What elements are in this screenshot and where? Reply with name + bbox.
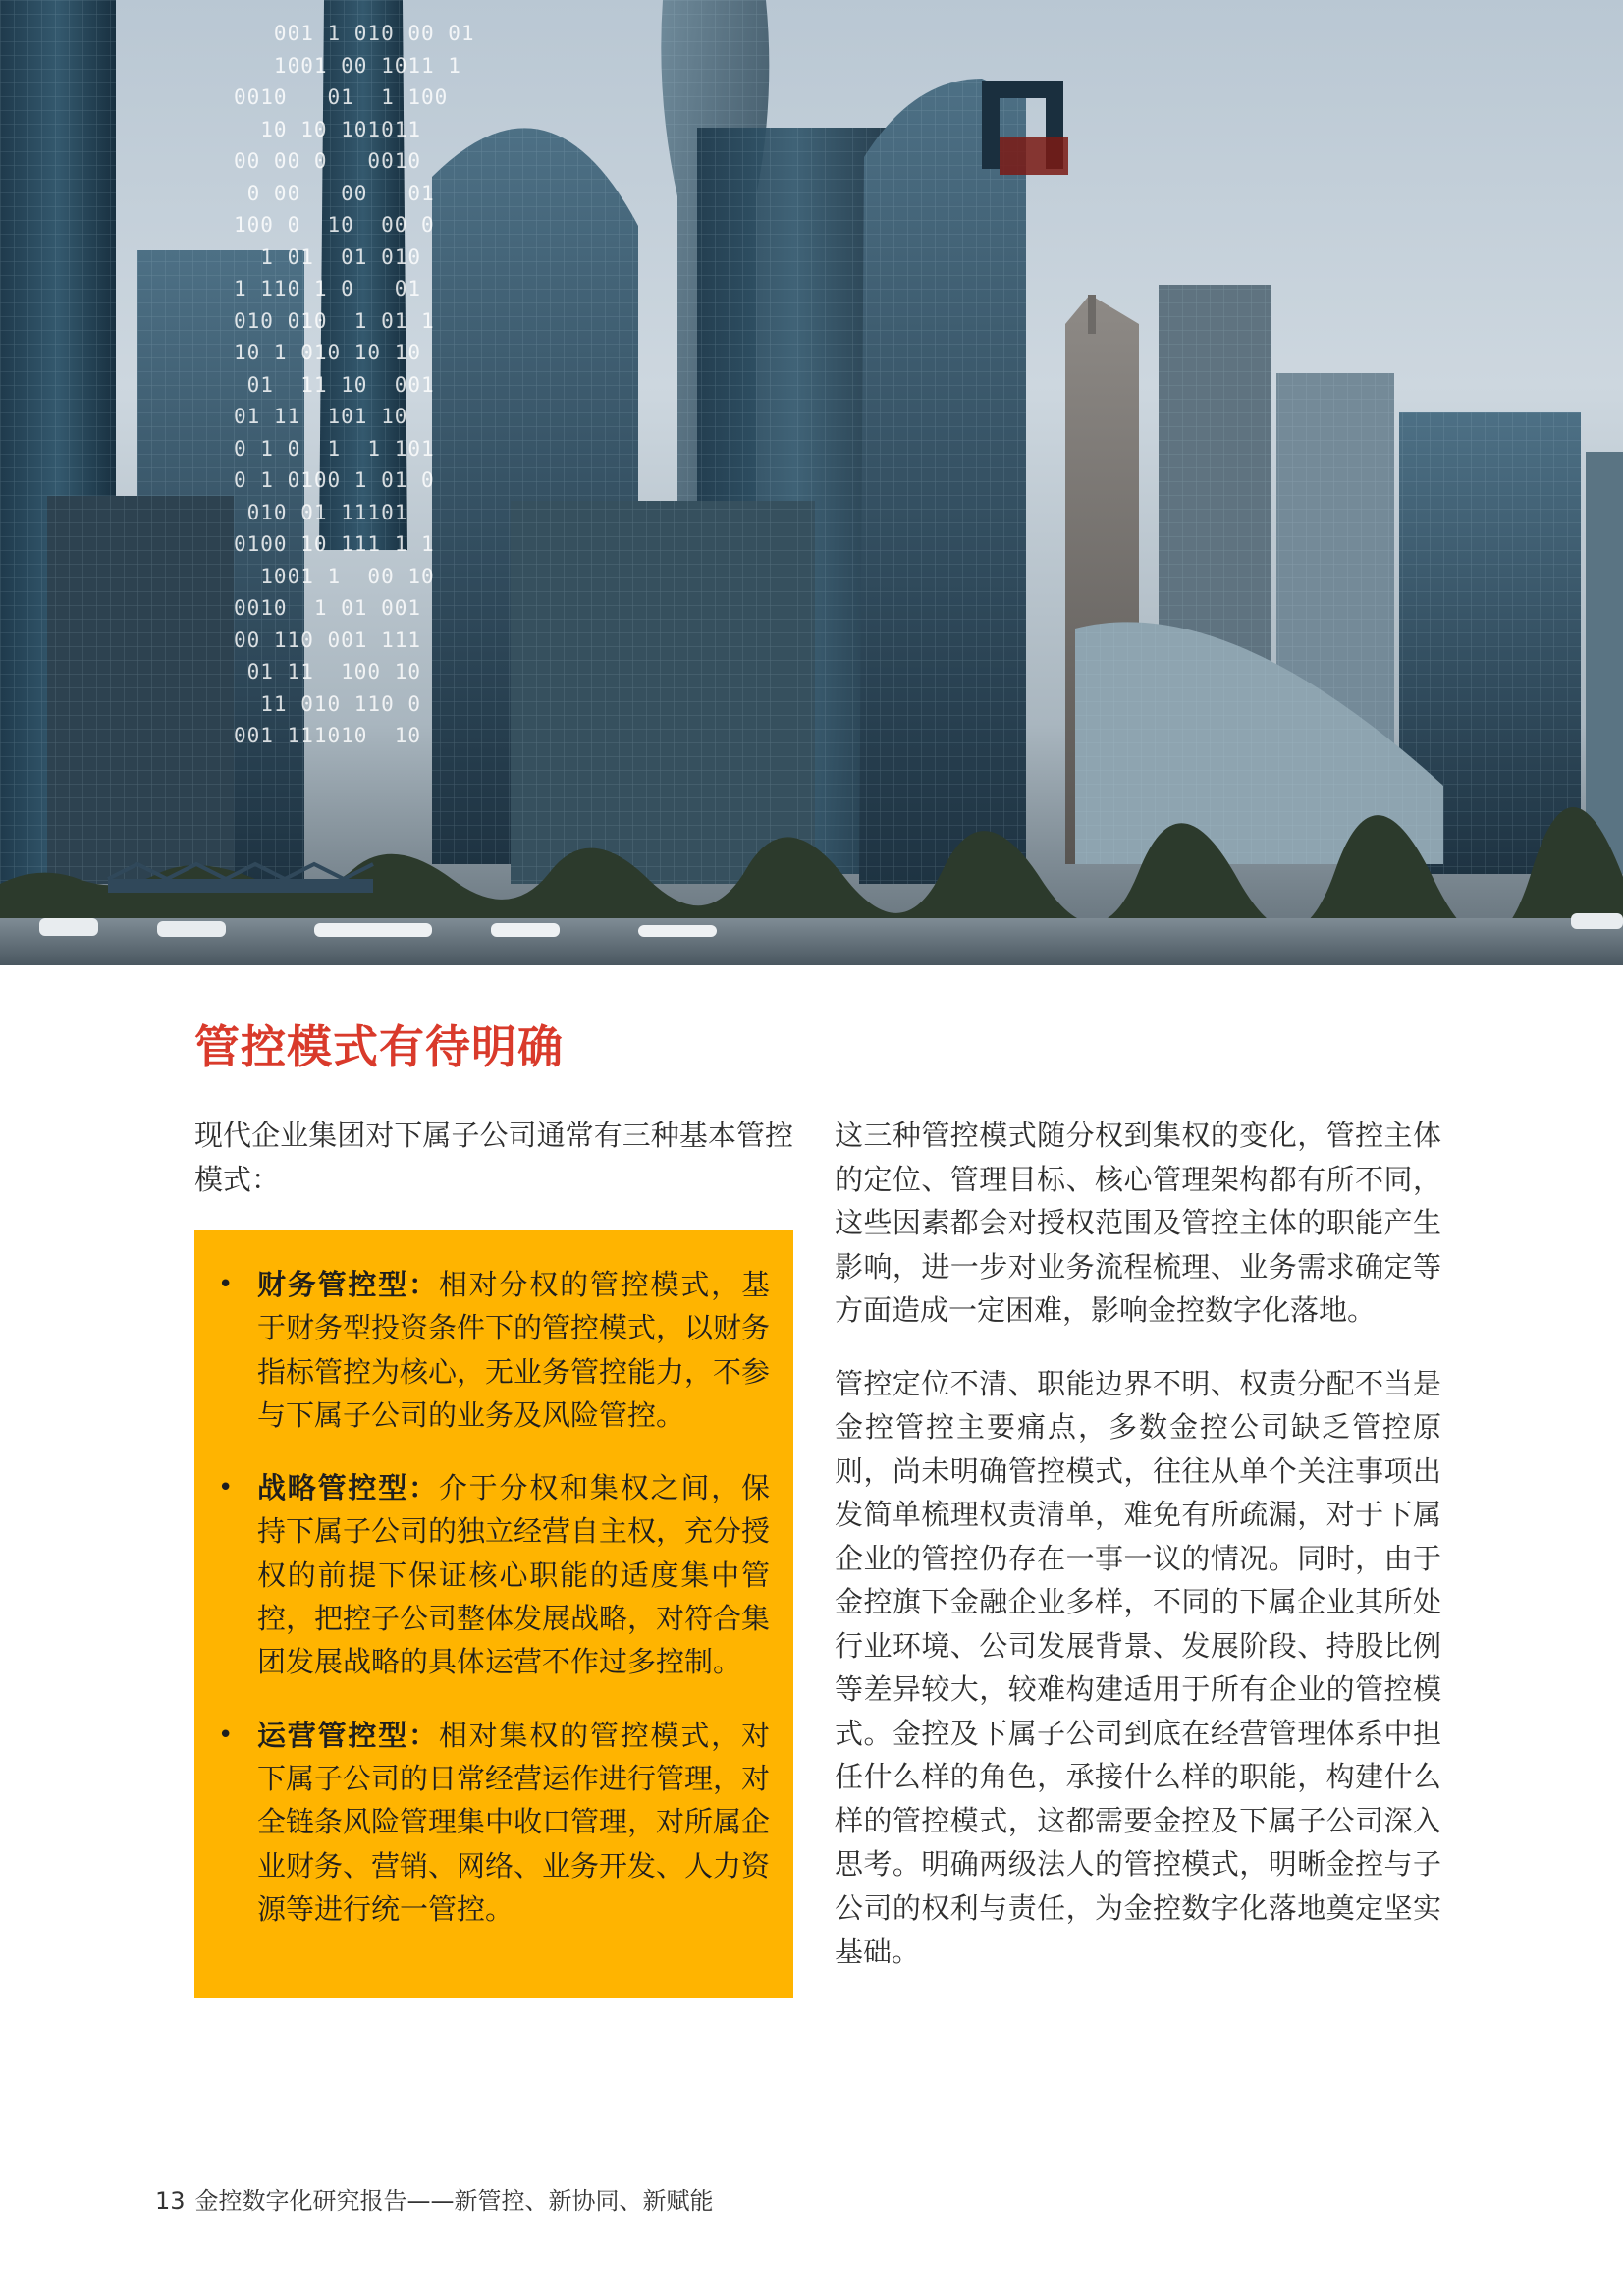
list-item-text: 相对分权的管控模式，基于财务型投资条件下的管控模式，以财务指标管控为核心，无业务管控能力，不参与下属子公司的业务及风险管控。 [257, 1268, 771, 1432]
binary-line: 1 01 01 010 [234, 245, 422, 269]
binary-line: 01 11 10 001 [234, 372, 435, 397]
right-column [835, 1114, 1441, 1974]
report-title: 金控数字化研究报告——新管控、新协同、新赋能 [194, 2187, 714, 2214]
binary-line: 1001 1 00 10 [234, 564, 435, 588]
binary-line: 010 01 11101 [234, 500, 408, 524]
binary-line: 10 10 101011 [234, 117, 422, 141]
section-heading: 管控模式有待明确 [194, 1020, 564, 1073]
list-item-text: 相对集权的管控模式，对下属子公司的日常经营运作进行管理，对全链条风险管理集中收口管理，对所属企业财务、营销、网络、业务开发、人力资源等进行统一管控。 [257, 1718, 771, 1926]
binary-line: 00 110 001 111 [234, 628, 422, 652]
binary-line: 11 010 110 0 [234, 691, 422, 716]
page-footer [155, 2181, 724, 2215]
control-modes-highlight-box [194, 1230, 793, 1998]
bullet-icon: • [218, 1720, 234, 1750]
binary-line: 0100 10 111 1 1 [234, 532, 435, 556]
binary-line: 1001 00 1011 1 [234, 53, 461, 78]
intro-paragraph: 现代企业集团对下属子公司通常有三种基本管控模式： [194, 1119, 793, 1196]
binary-line: 0 1 0100 1 01 0 [234, 468, 435, 492]
binary-line: 001 111010 10 [234, 724, 422, 747]
binary-line: 01 11 100 10 [234, 660, 422, 683]
bullet-icon: • [218, 1270, 234, 1299]
binary-line: 0 1 0 1 1 101 [234, 436, 435, 461]
bullet-icon: • [218, 1473, 234, 1503]
binary-code-overlay [234, 18, 479, 752]
binary-line: 0010 01 1 100 [234, 85, 449, 109]
binary-line: 00 00 0 0010 [234, 149, 422, 173]
body-paragraph: 这三种管控模式随分权到集权的变化，管控主体的定位、管理目标、核心管理架构都有所不同，这些因素都会对授权范围及管控主体的职能产生影响，进一步对业务流程梳理、业务需求确定等方面造成一定困难，影响金控数字化落地。 [835, 1119, 1441, 1327]
list-item-operation-control [218, 1714, 770, 1931]
binary-line: 100 0 10 00 0 [234, 213, 435, 237]
control-modes-list [194, 1230, 793, 1931]
binary-line: 1 110 1 0 01 [234, 277, 422, 301]
body-paragraph: 管控定位不清、职能边界不明、权责分配不当是金控管控主要痛点，多数金控公司缺乏管控原则，尚未明确管控模式，往往从单个关注事项出发简单梳理权责清单，难免有所疏漏，对于下属企业的管控仍存在一事一议的情况。同时，由于金控旗下金融企业多样，不同的下属企业其所处行业环境、公司发展背景、发展阶段、持股比例等差异较大，较难构建适用于所有企业的管控模式。金控及下属子公司到底在经营管理体系中担任什么样的角色，承接什么样的职能，构建什么样的管控模式，这都需要金控及下属子公司深入思考。明确两级法人的管控模式，明晰金控与子公司的权利与责任，为金控数字化落地奠定坚实基础。 [835, 1366, 1441, 1968]
binary-line: 10 1 010 10 10 [234, 341, 422, 364]
binary-line: 001 1 010 00 01 [234, 22, 475, 45]
binary-line: 0010 1 01 001 [234, 596, 422, 620]
list-item-text: 介于分权和集权之间，保持下属子公司的独立经营自主权，充分授权的前提下保证核心职能的适度集中管控，把控子公司整体发展战略，对符合集团发展战略的具体运营不作过多控制。 [257, 1471, 771, 1679]
list-item-finance-control [218, 1263, 770, 1437]
list-item-term: 运营管控型： [257, 1718, 439, 1752]
hero-skyline-photo [0, 0, 1623, 965]
binary-line: 010 010 1 01 1 [234, 308, 435, 333]
page-number: 13 [155, 2187, 186, 2214]
list-item-term: 战略管控型： [257, 1471, 439, 1505]
binary-line: 0 00 00 01 [234, 181, 435, 205]
list-item-strategy-control [218, 1466, 770, 1683]
binary-line: 01 11 101 10 [234, 405, 408, 428]
left-column [194, 1114, 793, 1201]
list-item-term: 财务管控型： [257, 1268, 439, 1301]
